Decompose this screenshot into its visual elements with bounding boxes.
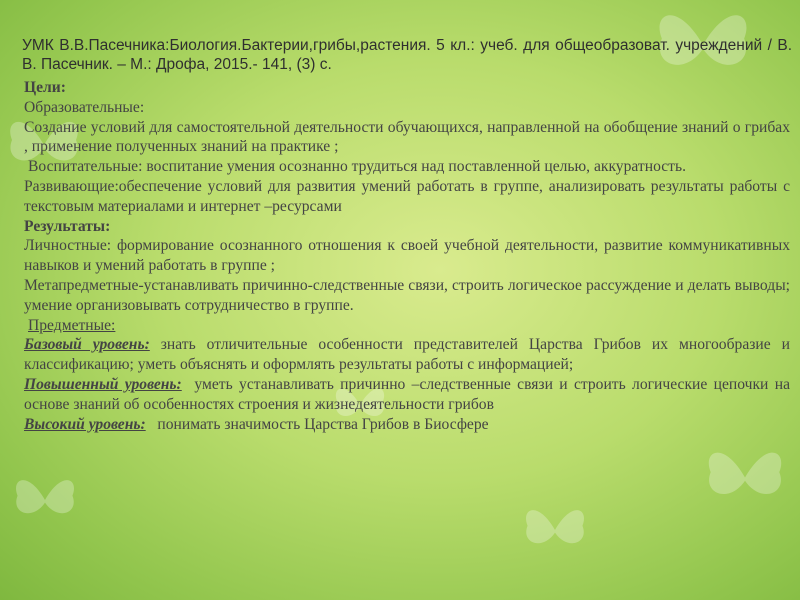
developing-text: Развивающие:обеспечение условий для развития умений работать в группе, анализировать результаты работы с текстовым материалами и интернет –ресурсами — [24, 177, 790, 215]
results-title: Результаты: — [24, 217, 111, 235]
basic-level-text: знать отличительные особенности представителей Царства Грибов их многообразие и классификацию; уметь объяснять и оформлять результаты работы с информацией; — [24, 336, 790, 374]
advanced-level-label: Повышенный уровень: — [24, 375, 182, 393]
butterfly-icon — [520, 500, 590, 560]
upbringing-text: Воспитательные: воспитание умения осознанно трудиться над поставленной целью, аккуратность. — [28, 158, 687, 176]
educational-label: Образовательные: — [24, 98, 145, 116]
goals-title: Цели: — [24, 79, 66, 96]
source-reference: УМК В.В.Пасечника:Биология.Бактерии,грибы,растения. 5 кл.: учеб. для общеобразоват. учреждений / В. В. Пасечник. – М.: Дрофа, 2015.- 141, (3) с. — [22, 37, 792, 73]
butterfly-icon — [10, 470, 80, 530]
subject-results-label: Предметные: — [28, 316, 116, 334]
lesson-content — [24, 78, 790, 434]
advanced-level-paragraph — [24, 375, 790, 415]
high-level-paragraph — [24, 415, 790, 435]
high-level-text: понимать значимость Царства Грибов в Биосфере — [157, 415, 489, 433]
basic-level-label: Базовый уровень: — [24, 336, 150, 354]
butterfly-icon — [700, 440, 790, 515]
educational-text: Создание условий для самостоятельной деятельности обучающихся, направленной на обобщение знаний о грибах , применение полученных знаний на практике ; — [24, 118, 790, 156]
meta-results-text: Метапредметные-устанавливать причинно-следственные связи, строить логическое рассуждение и делать выводы; умение организовывать сотрудничество в группе. — [24, 276, 790, 314]
advanced-level-text: уметь устанавливать причинно –следственные связи и строить логические цепочки на основе знаний об особенностях строения и жизнедеятельности грибов — [24, 375, 790, 413]
personal-results-text: Личностные: формирование осознанного отношения к своей учебной деятельности, развитие коммуникативных навыков и умений работать в группе ; — [24, 237, 790, 275]
basic-level-paragraph — [24, 335, 790, 375]
high-level-label: Высокий уровень: — [24, 415, 146, 433]
